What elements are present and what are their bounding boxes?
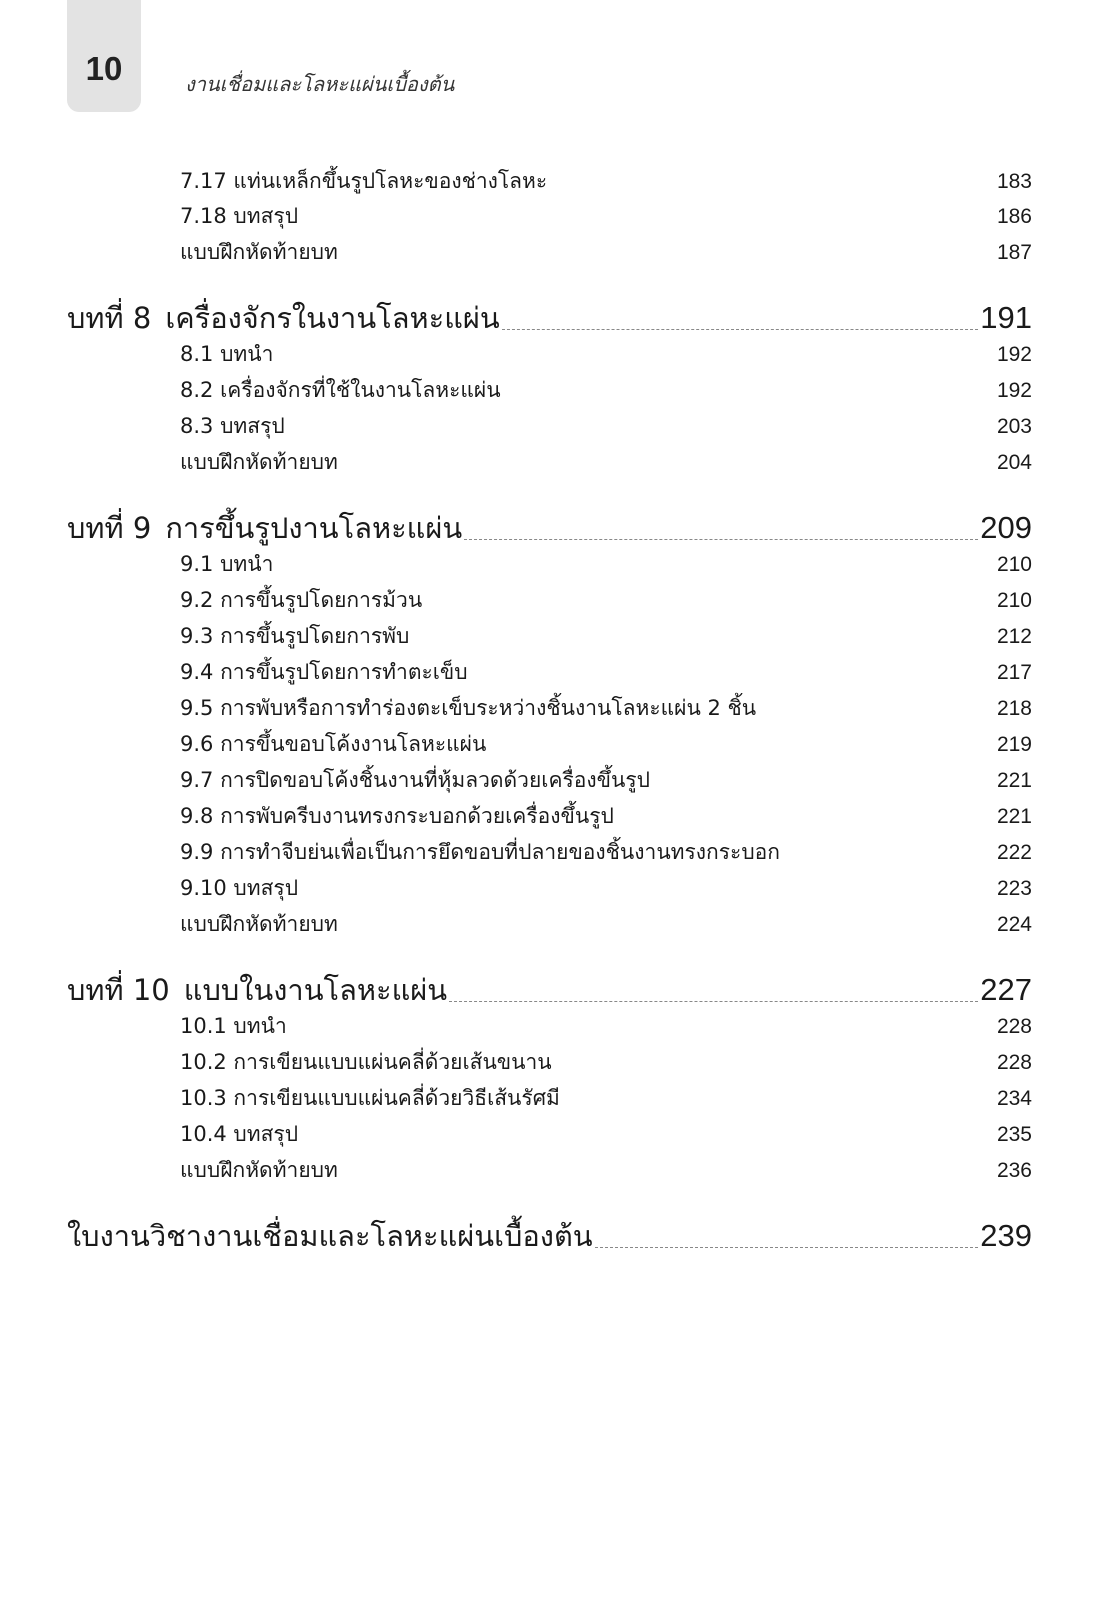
page-ref: 221 [996,769,1032,792]
toc-chapter-row [67,295,1032,339]
page-ref: 187 [996,241,1032,264]
toc-entry-row [180,656,1032,690]
toc-entry-row [180,338,1032,372]
toc-entry-row [180,728,1032,762]
page-ref: 219 [996,733,1032,756]
chapter-title: เครื่องจักรในงานโลหะแผ่น [165,301,500,335]
page-ref: 203 [996,415,1032,438]
page-ref: 191 [980,300,1032,335]
toc-entry-row [180,1046,1032,1080]
entry-title: 9.10 บทสรุป [180,876,299,900]
entry-title: 9.9 การทำจีบย่นเพื่อเป็นการยึดขอบที่ปลายของชิ้นงานทรงกระบอก [180,840,780,864]
toc-entry-row [180,374,1032,408]
chapter-title: การขึ้นรูปงานโลหะแผ่น [165,511,463,545]
toc-entry-row [180,200,1032,234]
chapter-title: ใบงานวิชางานเชื่อมและโลหะแผ่นเบื้องต้น [67,1219,593,1253]
chapter-label: บทที่ 10 [67,973,170,1007]
page-ref: 223 [996,877,1032,900]
entry-title: 10.1 บทนำ [180,1014,287,1038]
toc-entry-row [180,1118,1032,1152]
page-ref: 239 [980,1218,1032,1253]
page-ref: 192 [996,379,1032,402]
toc-entry-row [180,836,1032,870]
page-ref: 210 [996,553,1032,576]
page-ref: 228 [996,1015,1032,1038]
entry-title: 9.1 บทนำ [180,552,274,576]
entry-title: 8.3 บทสรุป [180,414,285,438]
page-number: 10 [85,50,123,87]
entry-title: 7.17 แท่นเหล็กขึ้นรูปโลหะของช่างโลหะ [180,169,548,193]
entry-title: 9.2 การขึ้นรูปโดยการม้วน [180,588,423,612]
entry-title: 9.8 การพับครีบงานทรงกระบอกด้วยเครื่องขึ้นรูป [180,804,614,828]
chapter-label: บทที่ 8 [67,301,152,335]
page-ref: 221 [996,805,1032,828]
page-ref: 234 [996,1087,1032,1110]
page-ref: 192 [996,343,1032,366]
entry-title: 10.2 การเขียนแบบแผ่นคลี่ด้วยเส้นขนาน [180,1050,552,1074]
toc-entry-row [180,764,1032,798]
page-ref: 210 [996,589,1032,612]
toc-entry-row [180,692,1032,726]
dot-leader [464,538,978,540]
page-ref: 204 [996,451,1032,474]
page-ref: 228 [996,1051,1032,1074]
toc-entry-row [180,620,1032,654]
entry-title: 10.3 การเขียนแบบแผ่นคลี่ด้วยวิธีเส้นรัศมี [180,1086,560,1110]
entry-title: 8.1 บทนำ [180,342,274,366]
toc-entry-row [180,584,1032,618]
page-ref: 217 [996,661,1032,684]
dot-leader [595,1246,979,1248]
running-title: งานเชื่อมและโลหะแผ่นเบื้องต้น [185,72,455,96]
page-ref: 235 [996,1123,1032,1146]
entry-title: 8.2 เครื่องจักรที่ใช้ในงานโลหะแผ่น [180,378,501,402]
dot-leader [502,328,979,330]
toc-entry-row [180,1010,1032,1044]
chapter-title: แบบในงานโลหะแผ่น [183,973,448,1007]
page-ref: 227 [980,972,1032,1007]
page-ref: 224 [996,913,1032,936]
toc-entry-row [180,446,1032,480]
toc-entry-row [180,1082,1032,1116]
entry-title: แบบฝึกหัดท้ายบท [180,450,338,474]
page-ref: 218 [996,697,1032,720]
page-ref: 212 [996,625,1032,648]
entry-title: แบบฝึกหัดท้ายบท [180,912,338,936]
entry-title: 9.6 การขึ้นขอบโค้งงานโลหะแผ่น [180,732,487,756]
toc-entry-row [180,548,1032,582]
toc-entry-row [180,908,1032,942]
toc-entry-row [180,1154,1032,1188]
toc-entry-row [180,800,1032,834]
page-ref: 209 [980,510,1032,545]
toc-entry-row [180,165,1032,199]
page-ref: 186 [996,205,1032,228]
entry-title: แบบฝึกหัดท้ายบท [180,1158,338,1182]
toc-chapter-row [67,505,1032,549]
entry-title: 10.4 บทสรุป [180,1122,299,1146]
page-ref: 222 [996,841,1032,864]
entry-title: 9.4 การขึ้นรูปโดยการทำตะเข็บ [180,660,468,684]
page-ref: 236 [996,1159,1032,1182]
entry-title: แบบฝึกหัดท้ายบท [180,240,338,264]
entry-title: 9.7 การปิดขอบโค้งชิ้นงานที่หุ้มลวดด้วยเครื่องขึ้นรูป [180,768,650,792]
toc-chapter-row [67,1213,1032,1257]
chapter-label: บทที่ 9 [67,511,152,545]
toc-entry-row [180,872,1032,906]
toc-entry-row [180,410,1032,444]
toc-chapter-row [67,967,1032,1011]
entry-title: 9.5 การพับหรือการทำร่องตะเข็บระหว่างชิ้นงานโลหะแผ่น 2 ชิ้น [180,696,757,720]
toc-entry-row [180,236,1032,270]
entry-title: 9.3 การขึ้นรูปโดยการพับ [180,624,410,648]
page-ref: 183 [996,170,1032,193]
dot-leader [449,1000,978,1002]
entry-title: 7.18 บทสรุป [180,204,299,228]
